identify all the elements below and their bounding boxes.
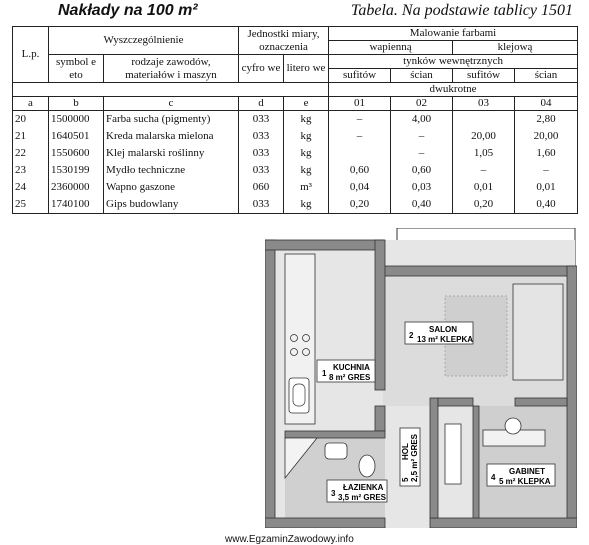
- header-scian-1: ścian: [391, 69, 453, 83]
- wardrobe-icon: [445, 424, 461, 484]
- row-value: 4,00: [391, 111, 453, 129]
- header-scian-2: ścian: [515, 69, 578, 83]
- gabinet-floor: [475, 406, 567, 518]
- row-value: 2,80: [515, 111, 578, 129]
- code-cell: 03: [453, 97, 515, 111]
- row-lp: 20: [13, 111, 49, 129]
- code-cell: d: [239, 97, 284, 111]
- code-cell: e: [284, 97, 329, 111]
- header-literowe: litero we: [284, 55, 329, 83]
- row-value: 0,20: [453, 196, 515, 214]
- header-sufitow-1: sufitów: [329, 69, 391, 83]
- code-cell: 04: [515, 97, 578, 111]
- row-value: –: [391, 145, 453, 162]
- row-value: 0,60: [329, 162, 391, 179]
- row-name: Wapno gaszone: [104, 179, 239, 196]
- room-number: 5: [401, 477, 410, 482]
- room-label-salon: [405, 322, 473, 344]
- row-value: 0,01: [453, 179, 515, 196]
- row-symbol: 1500000: [49, 111, 104, 129]
- row-unit-code: 033: [239, 162, 284, 179]
- row-lp: 21: [13, 128, 49, 145]
- room-name: HOL: [401, 443, 410, 460]
- table-row: [13, 128, 578, 145]
- row-symbol: 1740100: [49, 196, 104, 214]
- row-unit: kg: [284, 162, 329, 179]
- header-lp: L.p.: [13, 27, 49, 83]
- room-area: 5 m² KLEPKA: [499, 477, 551, 486]
- row-value: –: [329, 111, 391, 129]
- row-name: Kreda malarska mielona: [104, 128, 239, 145]
- room-name: KUCHNIA: [333, 363, 370, 372]
- table-subtitle: Tabela. Na podstawie tablicy 1501: [350, 2, 573, 19]
- room-label-lazienka: [327, 480, 387, 502]
- row-value: –: [453, 162, 515, 179]
- row-unit-code: 033: [239, 111, 284, 129]
- row-unit: kg: [284, 196, 329, 214]
- header-symbol: symbol e eto: [49, 55, 104, 83]
- washbasin-icon: [325, 443, 347, 459]
- row-unit: kg: [284, 145, 329, 162]
- room-number: 3: [331, 489, 336, 498]
- row-lp: 25: [13, 196, 49, 214]
- toilet-icon: [359, 455, 375, 477]
- room-name: SALON: [429, 325, 457, 334]
- row-symbol: 1640501: [49, 128, 104, 145]
- table-row: [13, 145, 578, 162]
- site-footer: www.EgzaminZawodowy.info: [225, 534, 354, 545]
- row-unit: m³: [284, 179, 329, 196]
- header-sufitow-2: sufitów: [453, 69, 515, 83]
- row-value: 0,40: [515, 196, 578, 214]
- row-unit-code: 060: [239, 179, 284, 196]
- header-rodzaje: rodzaje zawodów, materiałów i maszyn: [104, 55, 239, 83]
- row-name: Mydło techniczne: [104, 162, 239, 179]
- row-value: 0,03: [391, 179, 453, 196]
- room-area: 8 m² GRES: [329, 373, 371, 382]
- sink-icon: [289, 378, 309, 413]
- row-name: Gips budowlany: [104, 196, 239, 214]
- row-unit: kg: [284, 128, 329, 145]
- code-cell: c: [104, 97, 239, 111]
- table-row: [13, 179, 578, 196]
- header-tynkow: tynków wewnętrznych: [329, 55, 578, 69]
- row-symbol: 1550600: [49, 145, 104, 162]
- header-dwukrotne: dwukrotne: [329, 83, 578, 97]
- row-lp: 24: [13, 179, 49, 196]
- floor-plan: [265, 228, 577, 528]
- room-number: 1: [322, 369, 327, 378]
- norms-table: [12, 26, 578, 214]
- room-area: 13 m² KLEPKA: [417, 335, 474, 344]
- code-cell: a: [13, 97, 49, 111]
- header-wapienna: wapienną: [329, 41, 453, 55]
- row-value: –: [515, 162, 578, 179]
- header-wyszczegolnienie: Wyszczególnienie: [49, 27, 239, 55]
- row-value: [329, 145, 391, 162]
- sofa-icon: [513, 284, 563, 380]
- row-value: [453, 111, 515, 129]
- row-value: –: [391, 128, 453, 145]
- code-cell: 02: [391, 97, 453, 111]
- row-value: –: [329, 128, 391, 145]
- row-lp: 22: [13, 145, 49, 162]
- table-row: [13, 162, 578, 179]
- row-name: Klej malarski roślinny: [104, 145, 239, 162]
- room-area: 3,5 m² GRES: [338, 493, 387, 502]
- row-lp: 23: [13, 162, 49, 179]
- table-row: [13, 111, 578, 129]
- room-area: 2,5 m² GRES: [410, 433, 419, 482]
- row-value: 0,40: [391, 196, 453, 214]
- table-row: [13, 196, 578, 214]
- room-name: ŁAZIENKA: [343, 483, 384, 492]
- row-unit-code: 033: [239, 128, 284, 145]
- row-value: 1,05: [453, 145, 515, 162]
- row-unit: kg: [284, 111, 329, 129]
- room-label-kuchnia: [317, 360, 375, 382]
- row-value: 20,00: [515, 128, 578, 145]
- row-symbol: 1530199: [49, 162, 104, 179]
- room-number: 4: [491, 473, 496, 482]
- row-value: 0,20: [329, 196, 391, 214]
- row-unit-code: 033: [239, 145, 284, 162]
- row-value: 0,04: [329, 179, 391, 196]
- row-name: Farba sucha (pigmenty): [104, 111, 239, 129]
- room-label-hol: [400, 428, 420, 486]
- row-symbol: 2360000: [49, 179, 104, 196]
- code-cell: 01: [329, 97, 391, 111]
- row-value: 20,00: [453, 128, 515, 145]
- row-value: 0,01: [515, 179, 578, 196]
- header-cyfrowe: cyfro we: [239, 55, 284, 83]
- room-number: 2: [409, 331, 414, 340]
- row-unit-code: 033: [239, 196, 284, 214]
- table-title: Nakłady na 100 m²: [58, 2, 198, 19]
- row-value: 0,60: [391, 162, 453, 179]
- header-jednostki: Jednostki miary, oznaczenia: [239, 27, 329, 55]
- row-value: 1,60: [515, 145, 578, 162]
- chair-icon: [505, 418, 521, 434]
- column-codes-row: [13, 97, 578, 111]
- header-malowanie: Malowanie farbami: [329, 27, 578, 41]
- room-name: GABINET: [509, 467, 545, 476]
- code-cell: b: [49, 97, 104, 111]
- header-klejowa: klejową: [453, 41, 578, 55]
- room-label-gabinet: [487, 464, 555, 486]
